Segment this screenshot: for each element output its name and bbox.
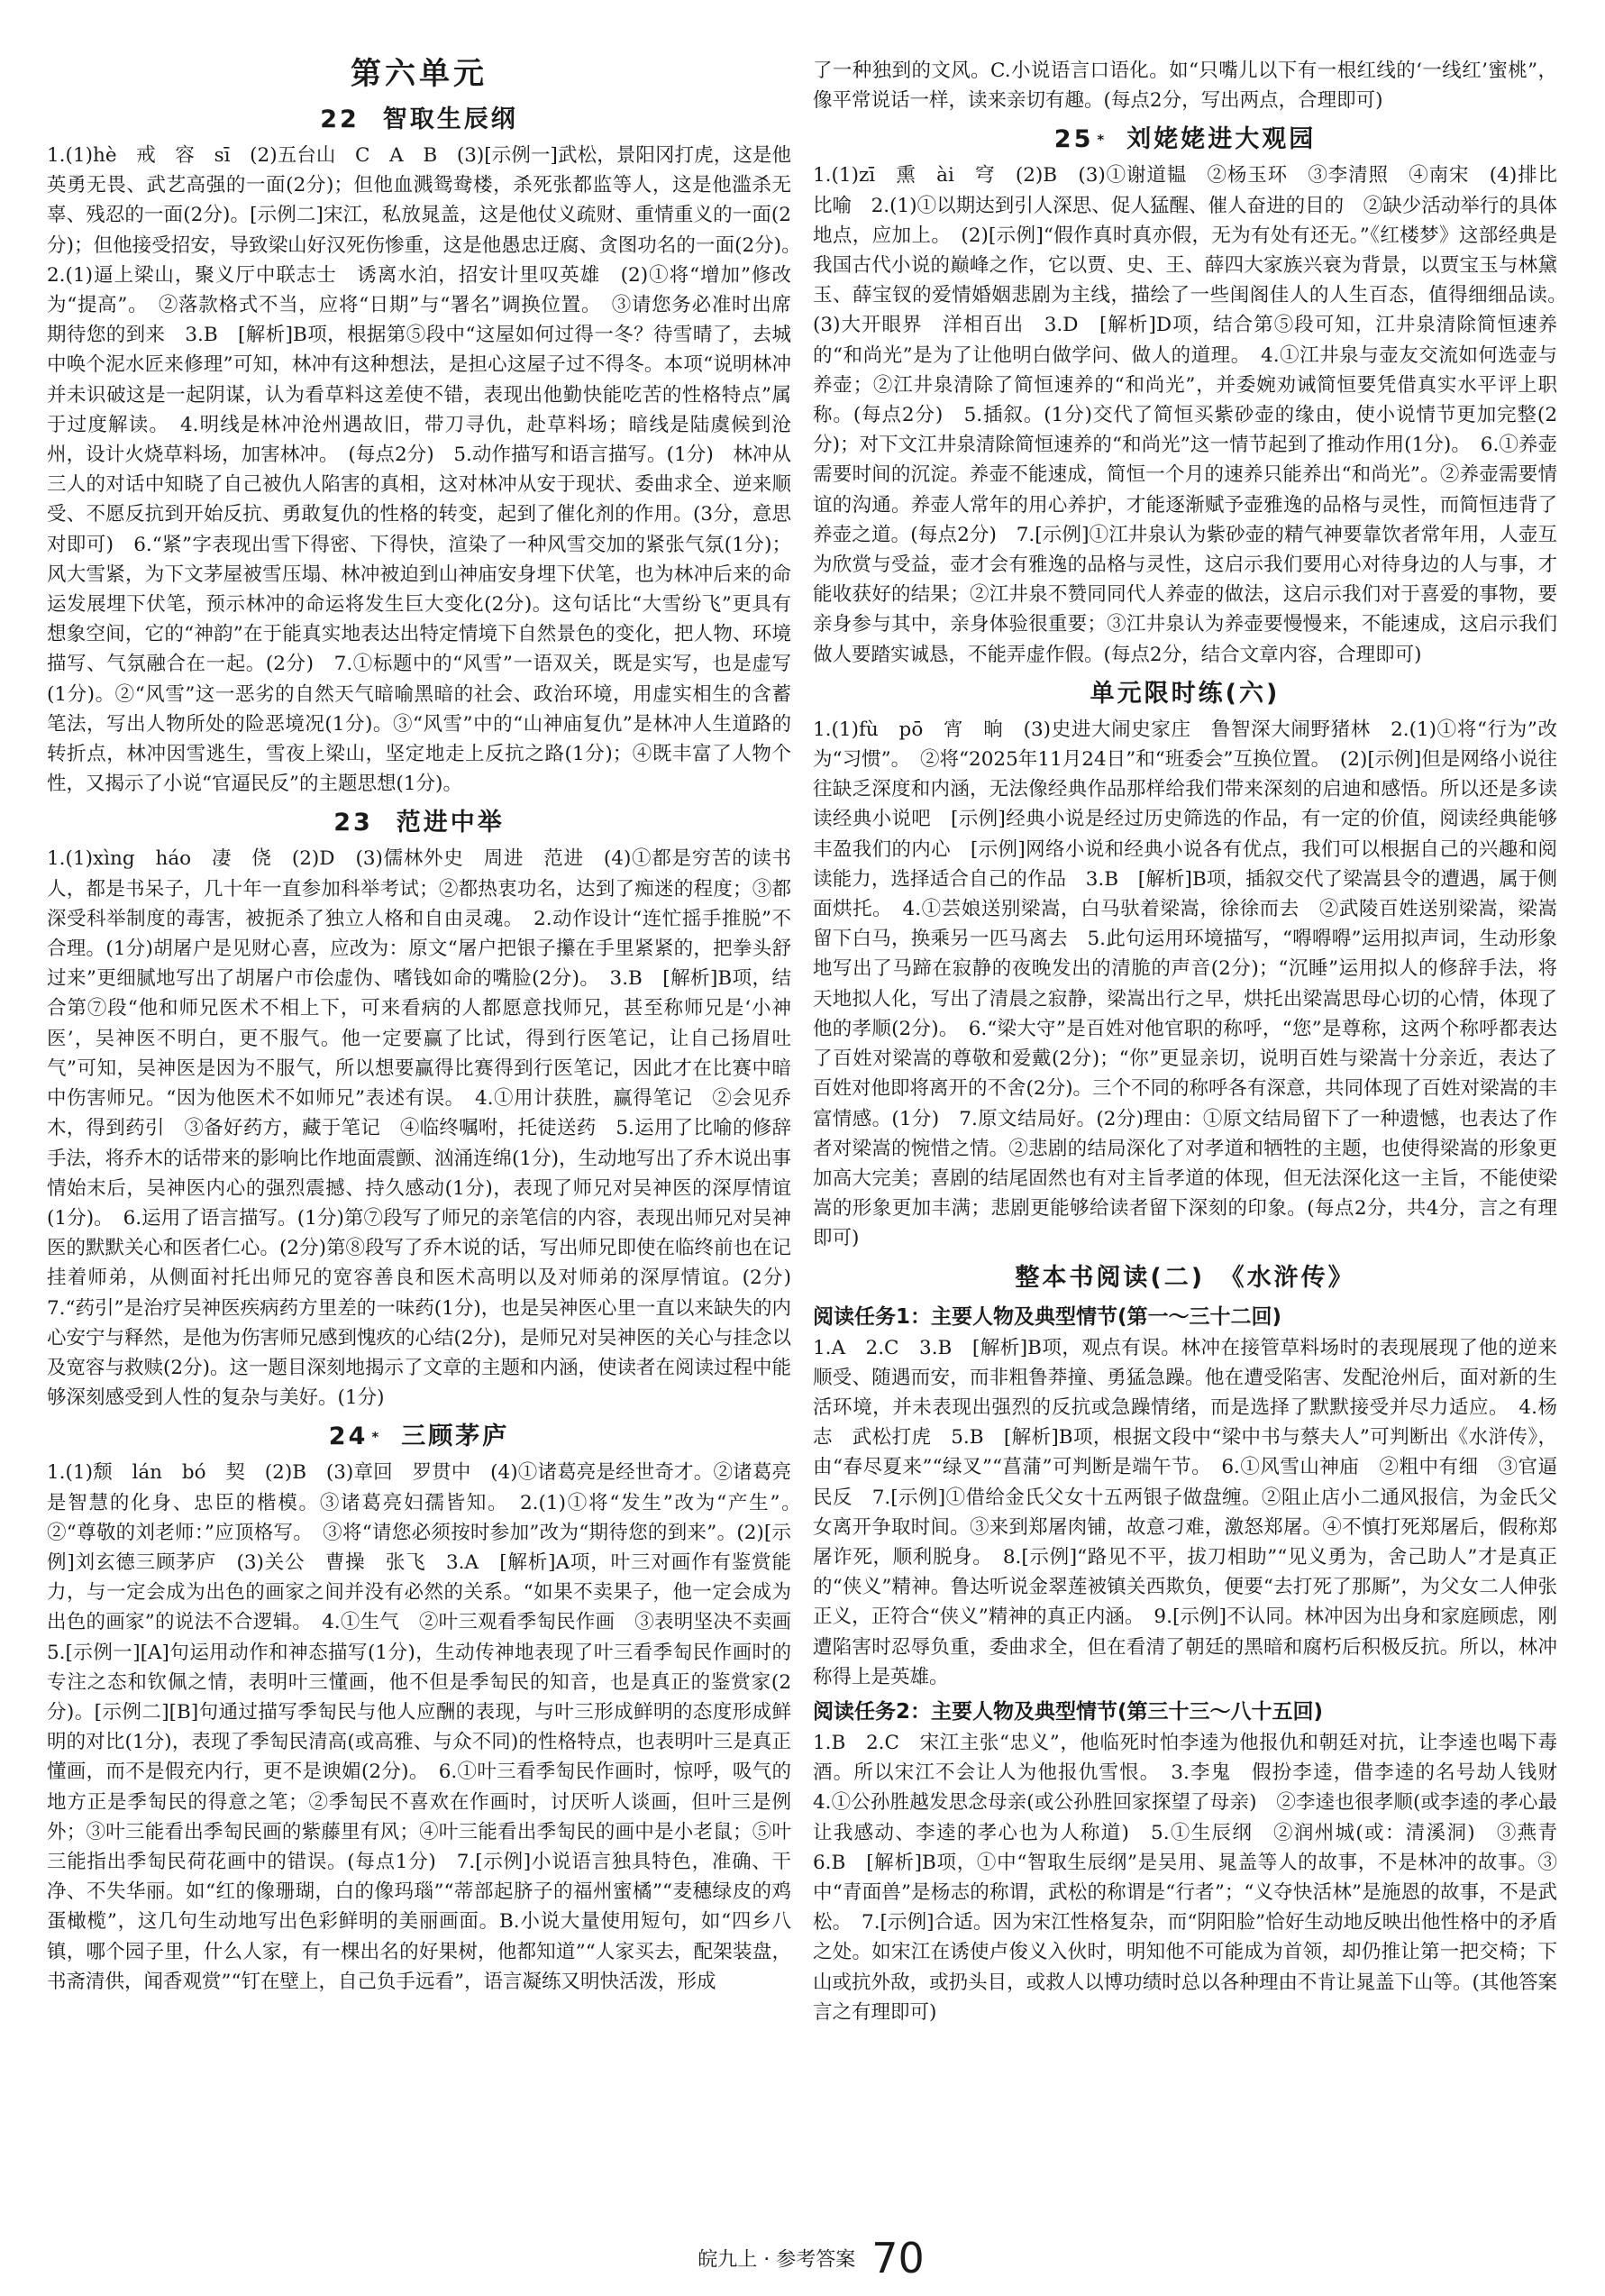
answer-block-task2: 1.B 2.C 宋江主张“忠义”，他临死时怕李逵为他报仇和朝廷对抗，让李逵也喝下毒酒。所以宋江不会让人为他报仇雪恨。 3.李鬼 假扮李逵，借李逵的名号劫人钱财 4.①公孙胜越发思念母亲(或公孙胜回家探望了母亲) ②李逵也很孝顺(或李逵的孝心最让我感动、李逵的孝心也为人称道) 5.①生辰纲 ②润州城(或：清溪洞) ③燕青 6.B [解析]B项，①中“智取生辰纲”是吴用、晁盖等人的故事，不是林冲的故事。③中“青面兽”是杨志的称谓，武松的称谓是“行者”；“义夺快活林”是施恩的故事，不是武松。 7.[示例]合适。因为宋江性格复杂，而“阴阳脸”恰好生动地反映出他性格中的矛盾之处。如宋江在诱使卢俊义入伙时，明知他不可能成为首领，却仍推让第一把交椅；下山或抗外敌，或扔头目，或救人以博功绩时总以各种理由不肯让晁盖下山等。(其他答案言之有理即可)	[813, 1731, 1577, 2024]
page-number: 70	[871, 2234, 925, 2282]
section-number: 22	[320, 105, 360, 133]
footer-label: 皖九上 · 参考答案	[698, 2248, 856, 2272]
section-name: 三顾茅庐	[401, 1422, 510, 1451]
unit-test-title: 单元限时练(六)	[1090, 679, 1281, 708]
optional-star: *	[1097, 132, 1108, 149]
left-column	[47, 52, 811, 2211]
section-name: 范进中举	[396, 809, 505, 837]
answer-block-unit-test: 1.(1)fù pō 宵 晌 (3)史进大闹史家庄 鲁智深大闹野猪林 2.(1)①将“行为”改为“习惯”。 ②将“2025年11月24日”和“班委会”互换位置。 (2)[示例]但是网络小说往往缺乏深度和内涵，无法像经典作品那样给我们带来深刻的启迪和感悟。所以还是多读读经典小说吧 [示例]经典小说是经过历史筛选的作品，有一定的价值，阅读经典能够丰盈我们的内心 [示例]网络小说和经典小说各有优点，我们可以根据自己的兴趣和阅读能力，选择适合自己的作品 3.B [解析]B项，插叙交代了梁嵩县令的遭遇，属于侧面烘托。 4.①芸娘送别梁嵩，白马驮着梁嵩，徐徐而去 ②武陵百姓送别梁嵩，梁嵩留下白马，换乘另一匹马离去 5.此句运用环境描写，“嘚嘚嘚”运用拟声词，生动形象地写出了马蹄在寂静的夜晚发出的清脆的声音(2分)；“沉睡”运用拟人的修辞手法，将天地拟人化，写出了清晨之寂静，梁嵩出行之早，烘托出梁嵩思母心切的心情，体现了他的孝顺(2分)。 6.“梁大守”是百姓对他官职的称呼，“您”是尊称，这两个称呼都表达了百姓对梁嵩的尊敬和爱戴(2分)；“你”更显亲切，说明百姓与梁嵩十分亲近，表达了百姓对他即将离开的不舍(2分)。三个不同的称呼各有深意，共同体现了百姓对梁嵩的丰富情感。(1分) 7.原文结局好。(2分)理由：①原文结局留下了一种遗憾，也表达了作者对梁嵩的惋惜之情。②悲剧的结局深化了对孝道和牺牲的主题，也使得梁嵩的形象更加高大完美；喜剧的结尾固然也有对主旨孝道的体现，但无法深化这一主旨，不能使梁嵩的形象更加丰满；悲剧更能够给读者留下深刻的印象。(每点2分，共4分，言之有理即可)	[813, 718, 1557, 1250]
task1-title: 阅读任务1：主要人物及典型情节(第一～三十二回)	[813, 1304, 1282, 1329]
answer-block-24: 1.(1)颓 lán bó 契 (2)B (3)章回 罗贯中 (4)①诸葛亮是经世奇才。②诸葛亮是智慧的化身、忠臣的楷模。③诸葛亮妇孺皆知。 2.(1)①将“发生”改为“产生”。 ②“尊敬的刘老师：”应顶格写。 ③将“请您必须按时参加”改为“期待您的到来”。(2)[示例]刘玄德三顾茅庐 (3)关公 曹操 张飞 3.A [解析]A项，叶三对画作有鉴赏能力，与一定会成为出色的画家之间并没有必然的关系。“如果不卖果子，他一定会成为出色的画家”的说法不合逻辑。 4.①生气 ②叶三观看季匋民作画 ③表明坚决不卖画 5.[示例一][A]句运用动作和神态描写(1分)，生动传神地表现了叶三看季匋民作画时的专注之态和钦佩之情，表明叶三懂画，他不但是季匋民的知音，也是真正的鉴赏家(2分)。[示例二][B]句通过描写季匋民与他人应酬的表现，与叶三形成鲜明的态度形成鲜明的对比(1分)，表现了季匋民清高(或高雅、与众不同)的性格特点，也表明叶三是真正懂画，而不是假充内行，更不是谀媚(2分)。 6.①叶三看季匋民作画时，惊呼，吸气的地方正是季匋民的得意之笔；②季匋民不喜欢在作画时，讨厌听人谈画，但叶三是例外；③叶三能看出季匋民画的紫藤里有风；④叶三能看出季匋民的画中是小老鼠；⑤叶三能指出季匋民荷花画中的错误。(每点1分) 7.[示例]小说语言独具特色，准确、干净、不失华丽。如“红的像珊瑚，白的像玛瑙”“蒂部起脐子的福州蜜橘”“麦穗绿皮的鸡蛋橄榄”，这几句生动地写出色彩鲜明的美丽画面。B.小说大量使用短句，如“四乡八镇，哪个园子里，什么人家，有一棵出名的好果树，他都知道”“人家买去，配架装盘，书斋清供，闻香观赏”“钉在壁上，自己负手远看”，语言凝练又明快活泼，形成	[47, 1461, 811, 1993]
section-title-25	[813, 121, 1557, 159]
section-number: 25	[1053, 125, 1094, 154]
section-title-22	[47, 101, 791, 139]
section-title-23	[47, 804, 791, 842]
answer-block-23: 1.(1)xìng háo 凄 侥 (2)D (3)儒林外史 周进 范进 (4)①都是穷苦的读书人，都是书呆子，几十年一直参加科举考试；②都热衷功名，达到了痴迷的程度；③都深受科举制度的毒害，被扼杀了独立人格和自由灵魂。 2.动作设计“连忙摇手推脱”不合理。(1分)胡屠户是见财心喜，应改为：原文“屠户把银子攥在手里紧紧的，把拳头舒过来”更细腻地写出了胡屠户市侩虚伪、嗜钱如命的嘴脸(2分)。 3.B [解析]B项，结合第⑦段“他和师兄医术不相上下，可来看病的人都愿意找师兄，甚至称师兄是‘小神医’，吴神医不明白，更不服气。他一定要赢了比试，得到行医笔记，让自己扬眉吐气”可知，吴神医是因为不服气，所以想要赢得比赛得到行医笔记，因此才在比赛中暗中伤害师兄。“因为他医术不如师兄”表述有误。 4.①用计获胜，赢得笔记 ②会见乔木，得到药引 ③备好药方，藏于笔记 ④临终嘱咐，托徒送药 5.运用了比喻的修辞手法，将乔木的话带来的影响比作地面震颤、汹涌连绵(1分)，生动地写出了乔木说出事情始末后，吴神医内心的强烈震撼、持久感动(1分)，表现了师兄对吴神医的深厚情谊(1分)。 6.运用了语言描写。(1分)第⑦段写了师兄的亲笔信的内容，表现出师兄对吴神医的默默关心和医者仁心。(2分)第⑧段写了乔木说的话，写出师兄即使在临终前也在记挂着师弟，从侧面衬托出师兄的宽容善良和医术高明以及对师弟的深厚情谊。(2分) 7.“药引”是治疗吴神医疾病药方里差的一味药(1分)，也是吴神医心里一直以来缺失的内心安宁与释然，是他为伤害师兄感到愧疚的心结(2分)，是师兄对吴神医的关心与挂念以及宽容与救赎(2分)。这一题目深刻地揭示了文章的主题和内涵，使读者在阅读过程中能够深刻感受到人性的复杂与美好。(1分)	[47, 847, 811, 1410]
task2-title: 阅读任务2：主要人物及典型情节(第三十三～八十五回)	[813, 1699, 1324, 1724]
right-column	[813, 56, 1577, 2215]
section-name: 智取生辰纲	[382, 105, 518, 133]
answer-block-task1: 1.A 2.C 3.B [解析]B项，观点有误。林冲在接管草料场时的表现展现了他的逆来顺受、随遇而安，而非粗鲁莽撞、勇猛急躁。他在遭受陷害、发配沧州后，面对新的生活环境，并未表现出强烈的反抗或急躁情绪，而是选择了默默接受并尽力适应。 4.杨志 武松打虎 5.B [解析]B项，根据文段中“梁中书与蔡夫人”可判断出《水浒传》，由“春尽夏来”“绿叉”“菖蒲”可判断是端午节。 6.①风雪山神庙 ②粗中有细 ③官逼民反 7.[示例]①借给金氏父女十五两银子做盘缠。②阻止店小二通风报信，为金氏父女离开争取时间。③来到郑屠肉铺，故意刁难，激怒郑屠。④不慎打死郑屠后，假称郑屠诈死，顺利脱身。 8.[示例]“路见不平，拔刀相助”“见义勇为，舍己助人”才是真正的“侠义”精神。鲁达听说金翠莲被镇关西欺负，便要“去打死了那厮”，为父女二人伸张正义，正符合“侠义”精神的真正内涵。 9.[示例]不认同。林冲因为出身和家庭顾虑，刚遭陷害时忍辱负重，委曲求全，但在看清了朝廷的黑暗和腐朽后积极反抗。所以，林冲称得上是英雄。	[813, 1336, 1557, 1688]
section-name: 刘姥姥进大观园	[1126, 125, 1317, 154]
answer-block-22: 1.(1)hè 戒 容 sī (2)五台山 C A B (3)[示例一]武松，景阳冈打虎，这是他英勇无畏、武艺高强的一面(2分)；但他血溅鸳鸯楼，杀死张都监等人，这是他滥杀无辜、残忍的一面(2分)。[示例二]宋江，私放晁盖，这是他仗义疏财、重情重义的一面(2分)；但他接受招安，导致梁山好汉死伤惨重，这是他愚忠迂腐、贪图功名的一面(2分)。 2.(1)逼上梁山，聚义厅中联志士 诱离水泊，招安计里叹英雄 (2)①将“增加”修改为“提高”。 ②落款格式不当，应将“日期”与“署名”调换位置。 ③请您务必准时出席 期待您的到来 3.B [解析]B项，根据第⑤段中“这屋如何过得一冬？待雪晴了，去城中唤个泥水匠来修理”可知，林冲有这种想法，是担心这屋子过不得冬。本项“说明林冲并未识破这是一起阴谋，认为看草料这差使不错，表现出他勤快能吃苦的性格特点”属于过度解读。 4.明线是林冲沧州遇故旧，带刀寻仇，赴草料场；暗线是陆虞候到沧州，设计火烧草料场，加害林冲。 (每点2分) 5.动作描写和语言描写。(1分) 林冲从三人的对话中知晓了自己被仇人陷害的真相，这对林冲从安于现状、委曲求全、逆来顺受、不愿反抗到开始反抗、勇敢复仇的性格的转变，起到了催化剂的作用。(3分，意思对即可) 6.“紧”字表现出雪下得密、下得快，渲染了一种风雪交加的紧张气氛(1分)；风大雪紧，为下文茅屋被雪压塌、林冲被迫到山神庙安身埋下伏笔，也为林冲后来的命运发展埋下伏笔，预示林冲的命运将发生巨大变化(2分)。这句话比“大雪纷飞”更具有想象空间，它的“神韵”在于能真实地表达出特定情境下自然景色的变化，把人物、环境描写、气氛融合在一起。(2分) 7.①标题中的“风雪”一语双关，既是实写，也是虚写(1分)。②“风雪”这一恶劣的自然天气暗喻黑暗的社会、政治环境，用虚实相生的含蓄笔法，写出人物所处的险恶境况(1分)。③“风雪”中的“山神庙复仇”是林冲人生道路的转折点，林冲因雪逃生，雪夜上梁山，坚定地走上反抗之路(1分)；④既丰富了人物个性，又揭示了小说“官逼民反”的主题思想(1分)。	[47, 144, 811, 796]
page-footer	[622, 2234, 1000, 2282]
unit-title: 第六单元	[351, 56, 488, 92]
continued-text: 了一种独到的文风。C.小说语言口语化。如“只嘴儿以下有一根红线的‘一线红’蜜桃”，像平常说话一样，读来亲切有趣。(每点2分，写出两点，合理即可)	[813, 59, 1557, 113]
section-number: 23	[333, 809, 373, 837]
optional-star: *	[371, 1429, 382, 1446]
section-number: 24	[328, 1422, 369, 1451]
section-title-24	[47, 1418, 791, 1456]
whole-book-title: 整本书阅读(二) 《水浒传》	[1015, 1263, 1355, 1292]
answer-block-25: 1.(1)zī 熏 ài 穹 (2)B (3)①谢道韫 ②杨玉环 ③李清照 ④南宋 (4)排比 比喻 2.(1)①以期达到引人深思、促人猛醒、催人奋进的目的 ②缺少活动举行的具体地点，应加上。 (2)[示例]“假作真时真亦假，无为有处有还无。”《红楼梦》这部经典是我国古代小说的巅峰之作，它以贾、史、王、薛四大家族兴衰为背景，以贾宝玉与林黛玉、薛宝钗的爱情婚姻悲剧为主线，描绘了一些闺阁佳人的人生百态，值得细细品读。 (3)大开眼界 洋相百出 3.D [解析]D项，结合第⑤段可知，江井泉清除简恒速养的“和尚光”是为了让他明白做学问、做人的道理。 4.①江井泉与壶友交流如何选壶与养壶；②江井泉清除了简恒速养的“和尚光”，并委婉劝诫简恒要凭借真实水平评上职称。(每点2分) 5.插叙。(1分)交代了简恒买紫砂壶的缘由，使小说情节更加完整(2分)；对下文江井泉清除简恒速养的“和尚光”这一情节起到了推动作用(1分)。 6.①养壶需要时间的沉淀。养壶不能速成，简恒一个月的速养只能养出“和尚光”。②养壶需要情谊的沟通。养壶人常年的用心养护，才能逐渐赋予壶雅逸的品格与灵性，而简恒违背了养壶之道。(每点2分) 7.[示例]①江井泉认为紫砂壶的精气神要靠饮者常年用，人壶互为欣赏与受益，壶才会有雅逸的品格与灵性，这启示我们要用心对待身边的人与事，才能收获好的结果；②江井泉不赞同同代人养壶的做法，这启示我们对于喜爱的事物，要亲身参与其中，亲身体验很重要；③江井泉认为养壶要慢慢来，不能速成，这启示我们做人要踏实诚恳，不能弄虚作假。(每点2分，结合文章内容，合理即可)	[813, 164, 1577, 666]
